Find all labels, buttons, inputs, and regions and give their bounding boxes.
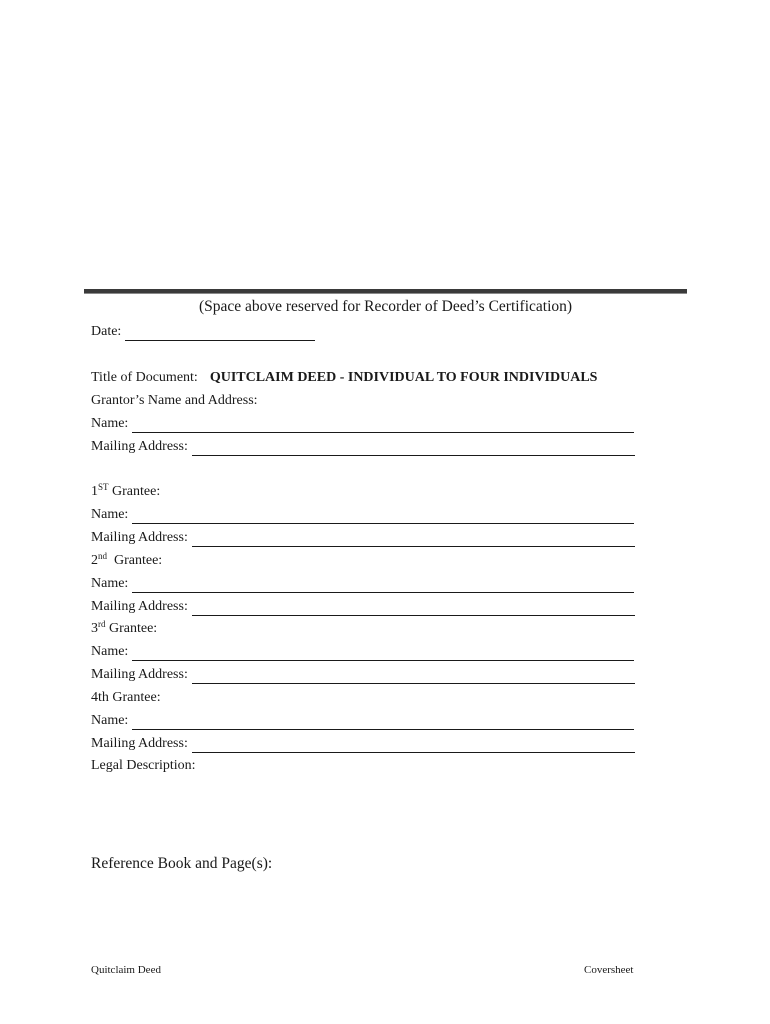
grantor-address-field[interactable] (192, 441, 635, 456)
grantee-3-address-label: Mailing Address: (91, 667, 188, 682)
document-title: QUITCLAIM DEED - INDIVIDUAL TO FOUR INDIVIDUALS (209, 370, 598, 385)
grantee-4-number: 4th (91, 690, 109, 705)
grantee-2-label: Grantee: (107, 553, 163, 568)
grantor-heading: Grantor’s Name and Address: (91, 393, 258, 408)
title-label: Title of Document: (91, 370, 198, 385)
grantee-4-name-label: Name: (91, 713, 129, 728)
grantee-2-address-row (91, 598, 635, 616)
grantee-1-address-label: Mailing Address: (91, 530, 188, 545)
grantee-4-heading (91, 689, 161, 707)
date-label: Date: (91, 324, 122, 339)
grantee-3-ordinal: rd (98, 619, 106, 629)
footer-right: Coversheet (584, 964, 634, 976)
grantee-1-address-row (91, 529, 635, 547)
grantee-3-address-row (91, 666, 635, 684)
grantee-4-label: Grantee: (108, 690, 161, 705)
grantee-1-ordinal: ST (98, 482, 109, 492)
grantee-2-address-field[interactable] (192, 601, 635, 616)
grantee-1-number: 1 (91, 484, 98, 499)
grantee-3-name-row (91, 643, 634, 661)
grantee-4-name-field[interactable] (132, 715, 634, 730)
grantee-3-name-label: Name: (91, 644, 129, 659)
grantee-2-ordinal: nd (98, 551, 107, 561)
date-row (91, 323, 315, 341)
grantee-4-address-field[interactable] (192, 738, 635, 753)
grantee-3-label: Grantee: (105, 621, 158, 636)
grantee-1-name-label: Name: (91, 507, 129, 522)
grantee-3-address-field[interactable] (192, 669, 635, 684)
grantee-2-heading (91, 552, 162, 570)
grantee-2-number: 2 (91, 553, 98, 568)
footer-left: Quitclaim Deed (91, 964, 161, 976)
grantor-name-field[interactable] (132, 418, 634, 433)
grantee-3-heading (91, 620, 157, 638)
grantee-1-address-field[interactable] (192, 532, 635, 547)
recorder-reserved-note: (Space above reserved for Recorder of Deed’s Certification) (198, 298, 573, 315)
grantee-1-label: Grantee: (108, 484, 161, 499)
grantor-address-label: Mailing Address: (91, 439, 188, 454)
grantee-3-name-field[interactable] (132, 646, 634, 661)
grantee-1-name-field[interactable] (132, 509, 634, 524)
grantee-4-address-label: Mailing Address: (91, 736, 188, 751)
grantee-2-name-field[interactable] (132, 578, 634, 593)
grantee-2-address-label: Mailing Address: (91, 599, 188, 614)
grantor-address-row (91, 438, 635, 456)
grantee-1-name-row (91, 506, 634, 524)
grantee-3-number: 3 (91, 621, 98, 636)
legal-description-label: Legal Description: (91, 758, 196, 773)
grantee-2-name-label: Name: (91, 576, 129, 591)
title-row (91, 369, 597, 387)
grantee-4-name-row (91, 712, 634, 730)
date-field[interactable] (125, 326, 315, 341)
grantee-1-heading (91, 483, 160, 501)
grantee-2-name-row (91, 575, 634, 593)
reference-book-label: Reference Book and Page(s): (91, 855, 273, 872)
grantee-4-address-row (91, 735, 635, 753)
top-rule (84, 289, 687, 294)
grantor-name-label: Name: (91, 416, 129, 431)
grantor-name-row (91, 415, 634, 433)
